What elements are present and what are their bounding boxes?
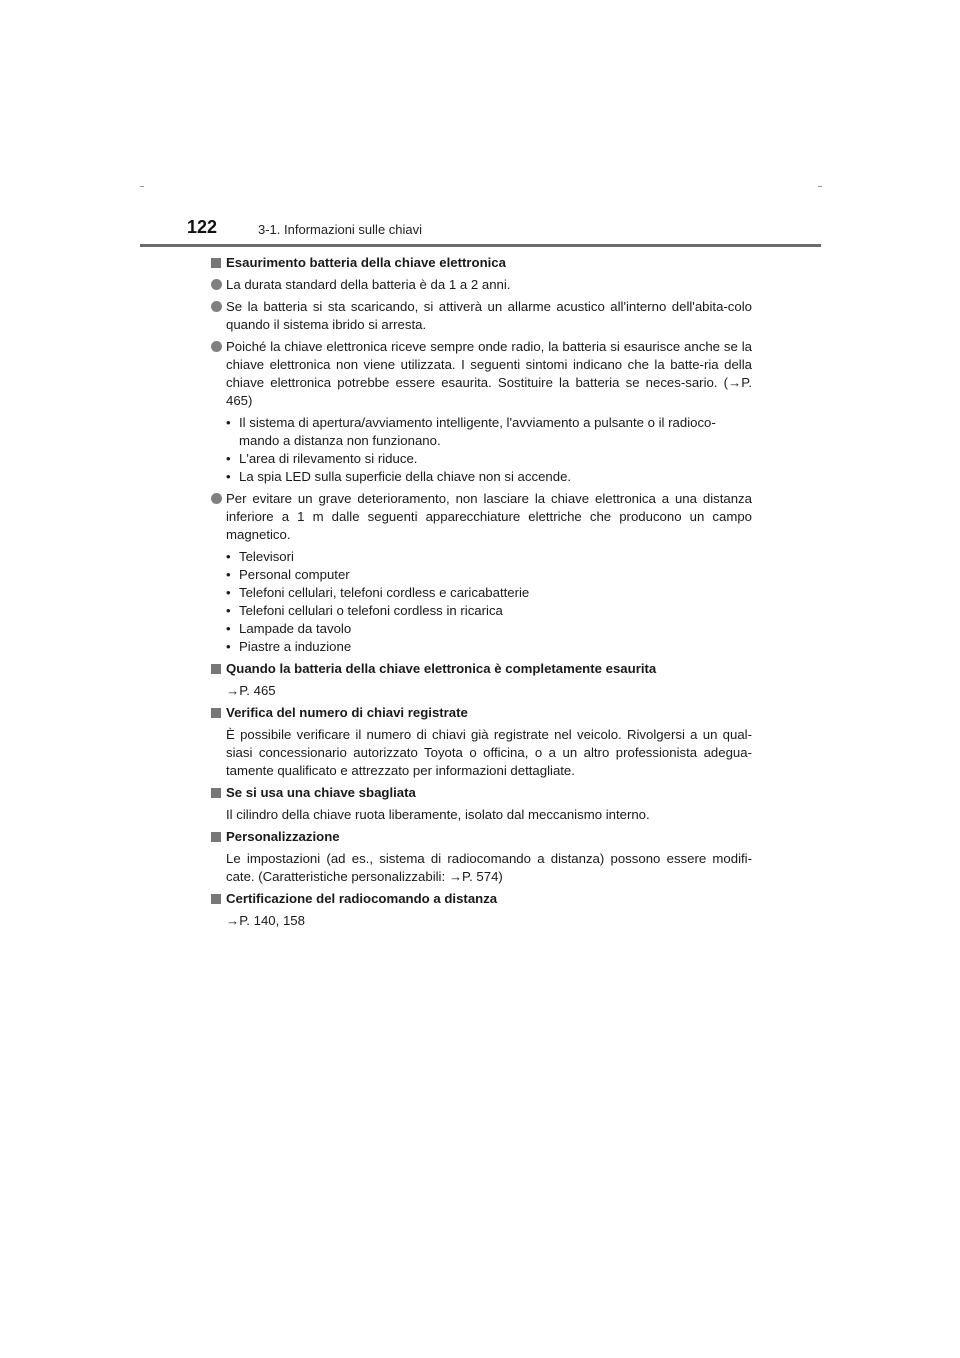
square-bullet-icon xyxy=(211,788,221,798)
page-content xyxy=(211,254,752,934)
circle-bullet-icon xyxy=(211,341,222,352)
list-item: • Piastre a induzione xyxy=(226,638,752,656)
crop-mark-right xyxy=(818,186,822,187)
section-title: Se si usa una chiave sbagliata xyxy=(211,784,752,802)
section-body: Il cilindro della chiave ruota liberamente, isolato dal meccanismo interno. xyxy=(226,807,650,822)
symptom-list xyxy=(211,414,752,486)
section-title: Quando la batteria della chiave elettronica è completamente esaurita xyxy=(211,660,752,678)
section-customization xyxy=(211,828,752,886)
square-bullet-icon xyxy=(211,258,221,268)
bullet-item: La durata standard della batteria è da 1 a 2 anni. xyxy=(211,276,752,294)
section-body: È possibile verificare il numero di chiavi già registrate nel veicolo. Rivolgersi a un qual-siasi concessionario autorizzato Toyota o officina, o a un altro professionista adegua-tamente qualificato e attrezzato per informazioni dettagliate. xyxy=(226,727,752,778)
header-rule xyxy=(140,244,821,247)
section-body: Le impostazioni (ad es., sistema di radiocomando a distanza) possono essere modifi-cate. (Caratteristiche personalizzabili: →P. 574) xyxy=(226,851,752,884)
list-item: • Telefoni cellulari o telefoni cordless in ricarica xyxy=(226,602,752,620)
bullet-item: Per evitare un grave deterioramento, non lasciare la chiave elettronica a una distanza inferiore a 1 m dalle seguenti apparecchiature elettriche che producono un campo magnetico. xyxy=(211,490,752,544)
list-item: • Televisori xyxy=(226,548,752,566)
circle-bullet-icon xyxy=(211,301,222,312)
square-bullet-icon xyxy=(211,708,221,718)
list-item: • La spia LED sulla superficie della chiave non si accende. xyxy=(226,468,752,486)
section-registered-keys xyxy=(211,704,752,780)
list-item: • Lampade da tavolo xyxy=(226,620,752,638)
section-battery-exhausted xyxy=(211,660,752,700)
chapter-title: 3-1. Informazioni sulle chiavi xyxy=(258,222,423,237)
square-bullet-icon xyxy=(211,894,221,904)
circle-bullet-icon xyxy=(211,493,222,504)
section-wrong-key xyxy=(211,784,752,824)
section-certification xyxy=(211,890,752,930)
square-bullet-icon xyxy=(211,664,221,674)
section-title: Verifica del numero di chiavi registrate xyxy=(211,704,752,722)
crop-mark-left xyxy=(140,186,144,187)
page-reference: →P. 140, 158 xyxy=(226,913,305,928)
section-title: Certificazione del radiocomando a distanza xyxy=(211,890,752,908)
circle-bullet-icon xyxy=(211,279,222,290)
bullet-item: Se la batteria si sta scaricando, si attiverà un allarme acustico all'interno dell'abita-colo quando il sistema ibrido si arresta. xyxy=(211,298,752,334)
section-battery-depletion xyxy=(211,254,752,656)
section-title: Esaurimento batteria della chiave elettronica xyxy=(211,254,752,272)
list-item: • Il sistema di apertura/avviamento intelligente, l'avviamento a pulsante o il radioco-mando a distanza non funzionano. xyxy=(226,414,752,450)
square-bullet-icon xyxy=(211,832,221,842)
list-item: • Personal computer xyxy=(226,566,752,584)
page-number: 122 xyxy=(187,217,218,237)
page-header xyxy=(140,212,821,246)
list-item: • Telefoni cellulari, telefoni cordless e caricabatterie xyxy=(226,584,752,602)
bullet-item: Poiché la chiave elettronica riceve sempre onde radio, la batteria si esaurisce anche se la chiave elettronica non viene utilizzata. I seguenti sintomi indicano che la batte-ria della chiave elettronica potrebbe essere esaurita. Sostituire la batteria se neces-sario. (→P. 465) xyxy=(211,338,752,410)
list-item: • L'area di rilevamento si riduce. xyxy=(226,450,752,468)
section-title: Personalizzazione xyxy=(211,828,752,846)
page-reference: →P. 465 xyxy=(226,683,276,698)
device-list xyxy=(211,548,752,656)
